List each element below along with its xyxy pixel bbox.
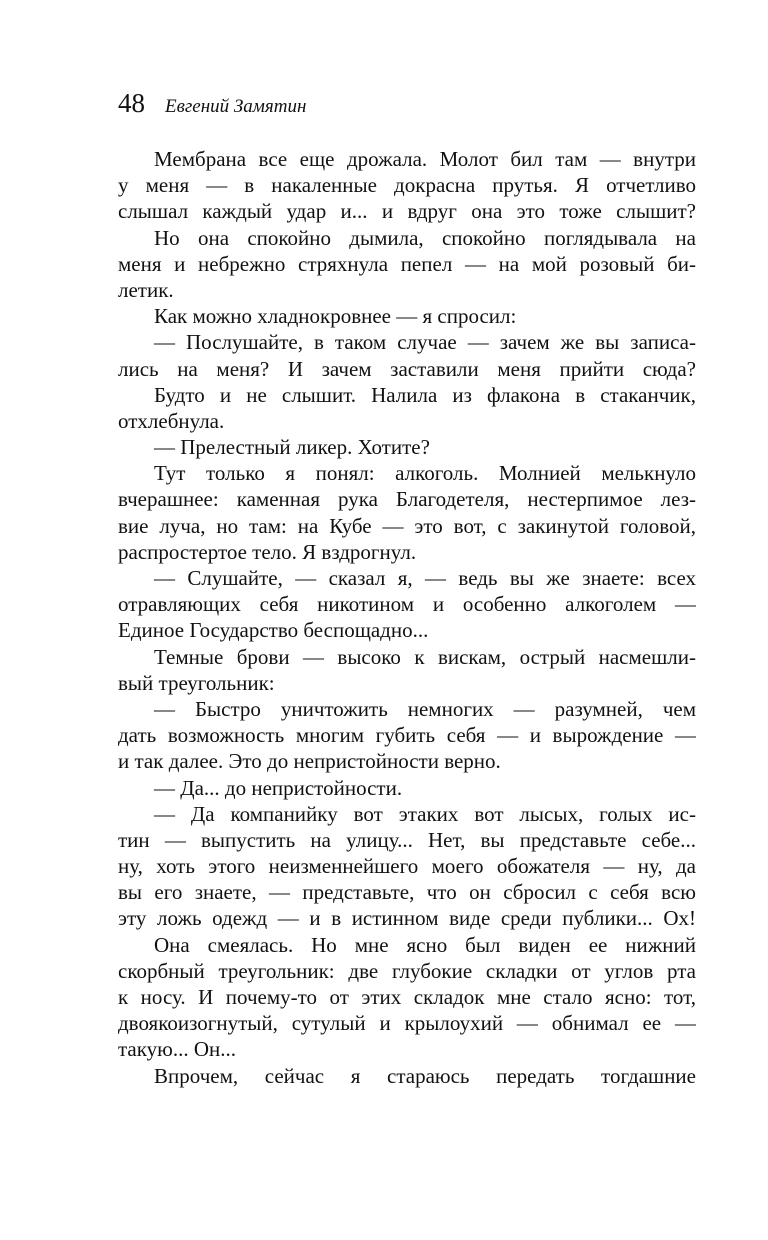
text-line: ну, хоть этого неизменнейшего моего обожателя — ну, да <box>118 854 696 879</box>
body-text <box>118 146 696 1089</box>
text-line: дать возможность многим губить себя — и вырождение — <box>118 723 696 748</box>
text-line: Темные брови — высоко к вискам, острый насмешли- <box>154 644 696 669</box>
text-line: Как можно хладнокровнее — я спросил: <box>154 304 517 329</box>
text-line: Будто и не слышит. Налила из флакона в стаканчик, <box>154 382 696 407</box>
text-line: Но она спокойно дымила, спокойно поглядывала на <box>154 225 696 250</box>
text-line: отхлебнула. <box>118 408 225 433</box>
text-line: Единое Государство беспощадно... <box>118 618 429 643</box>
text-line: — Быстро уничтожить немногих — разумней, чем <box>154 696 696 721</box>
text-line: вие луча, но там: на Кубе — это вот, с закинутой головой, <box>118 513 696 538</box>
text-line: летик. <box>118 277 174 302</box>
text-line: тин — выпустить на улицу... Нет, вы представьте себе... <box>118 827 696 852</box>
text-line: Она смеялась. Но мне ясно был виден ее нижний <box>154 932 696 957</box>
text-line: у меня — в накаленные докрасна прутья. Я отчетливо <box>118 173 696 198</box>
text-line: — Прелестный ликер. Хотите? <box>154 435 430 460</box>
text-line: — Слушайте, — сказал я, — ведь вы же знаете: всех <box>154 566 696 590</box>
page-header <box>118 88 306 128</box>
text-line: лись на меня? И зачем заставили меня прийти сюда? <box>118 356 696 381</box>
page-number: 48 <box>118 88 145 118</box>
text-line: — Да компанийку вот этаких вот лысых, голых ис- <box>154 801 696 826</box>
text-line: эту ложь одежд — и в истинном виде среди публики... Ох! <box>118 906 696 931</box>
text-line: Мембрана все еще дрожала. Молот бил там — внутри <box>154 147 696 171</box>
text-line: отравляющих себя никотином и особенно алкоголем — <box>118 592 696 617</box>
text-line: — Да... до непристойности. <box>154 775 403 800</box>
text-line: меня и небрежно стряхнула пепел — на мой розовый би- <box>118 251 696 276</box>
text-line: — Послушайте, в таком случае — зачем же вы записа- <box>154 330 696 355</box>
text-line: Тут только я понял: алкоголь. Молнией мелькнуло <box>154 461 696 486</box>
text-line: Впрочем, сейчас я стараюсь передать тогдашние <box>154 1063 696 1088</box>
text-line: к носу. И почему-то от этих складок мне стало ясно: тот, <box>118 985 696 1009</box>
text-line: двоякоизогнутый, сутулый и крылоухий — обнимал ее — <box>118 1011 696 1036</box>
text-line: такую... Он... <box>118 1037 237 1062</box>
running-head: Евгений Замятин <box>165 96 307 117</box>
text-line: распростертое тело. Я вздрогнул. <box>118 539 417 564</box>
text-line: вый треугольник: <box>118 670 275 695</box>
text-line: и так далее. Это до непристойности верно. <box>118 749 501 774</box>
text-line: вы его знаете, — представьте, что он сбросил с себя всю <box>118 880 696 905</box>
text-line: скорбный треугольник: две глубокие складки от углов рта <box>118 958 696 983</box>
text-line: вчерашнее: каменная рука Благодетеля, нестерпимое лез- <box>118 487 696 512</box>
text-line: слышал каждый удар и... и вдруг она это тоже слышит? <box>118 199 696 224</box>
